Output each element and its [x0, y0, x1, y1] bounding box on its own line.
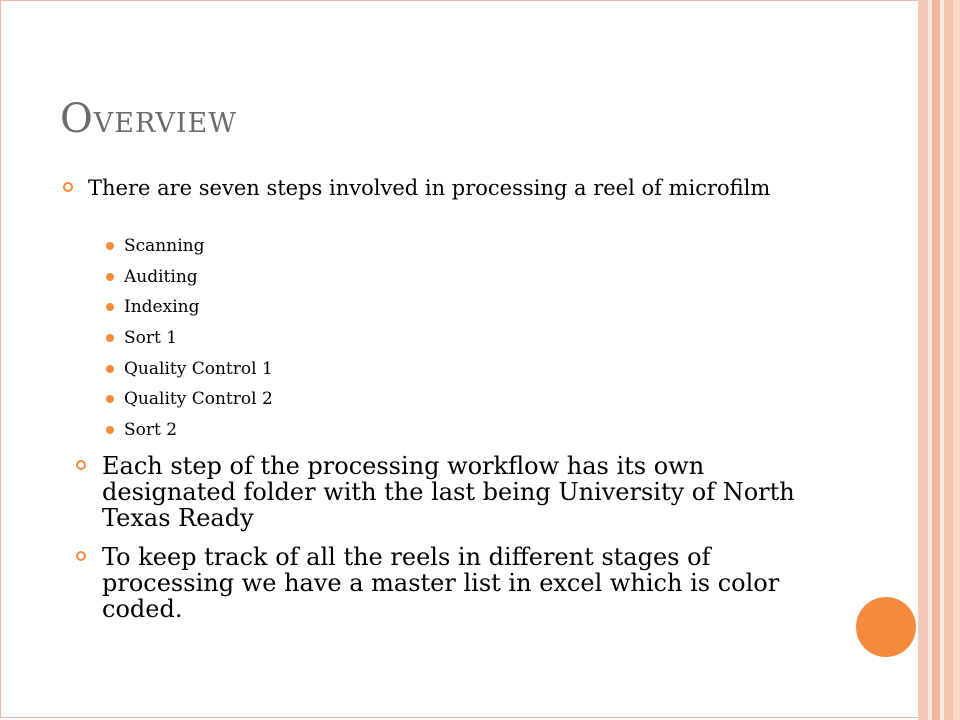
title-rest: VERVIEW [93, 108, 237, 139]
bullet-dot-icon [106, 426, 114, 434]
bullet-dot-icon [106, 395, 114, 403]
list-item: Scanning [124, 236, 205, 256]
slide-title [60, 96, 237, 142]
bullet-ring-icon [76, 460, 86, 470]
list-item: Sort 2 [124, 420, 178, 440]
list-item: Indexing [124, 297, 200, 317]
bullet-ring-icon [76, 551, 86, 561]
list-item: Quality Control 1 [124, 359, 273, 379]
bullet-text: Each step of the processing workflow has its own designated folder with the last being University of North Texas Ready [102, 452, 795, 532]
list-item: Quality Control 2 [124, 389, 273, 409]
bullet-text: There are seven steps involved in processing a reel of microfilm [88, 176, 771, 200]
bullet-dot-icon [106, 273, 114, 281]
list-item: Auditing [124, 267, 198, 287]
decorative-stripes [918, 0, 960, 720]
bullet-text: To keep track of all the reels in different stages of processing we have a master list in excel which is color coded. [102, 543, 780, 623]
title-initial: O [60, 96, 94, 142]
decorative-circle [856, 597, 916, 657]
bullet-dot-icon [106, 334, 114, 342]
bullet-ring-icon [63, 182, 73, 192]
bullet-dot-icon [106, 365, 114, 373]
bullet-dot-icon [106, 303, 114, 311]
bullet-dot-icon [106, 242, 114, 250]
list-item: Sort 1 [124, 328, 178, 348]
